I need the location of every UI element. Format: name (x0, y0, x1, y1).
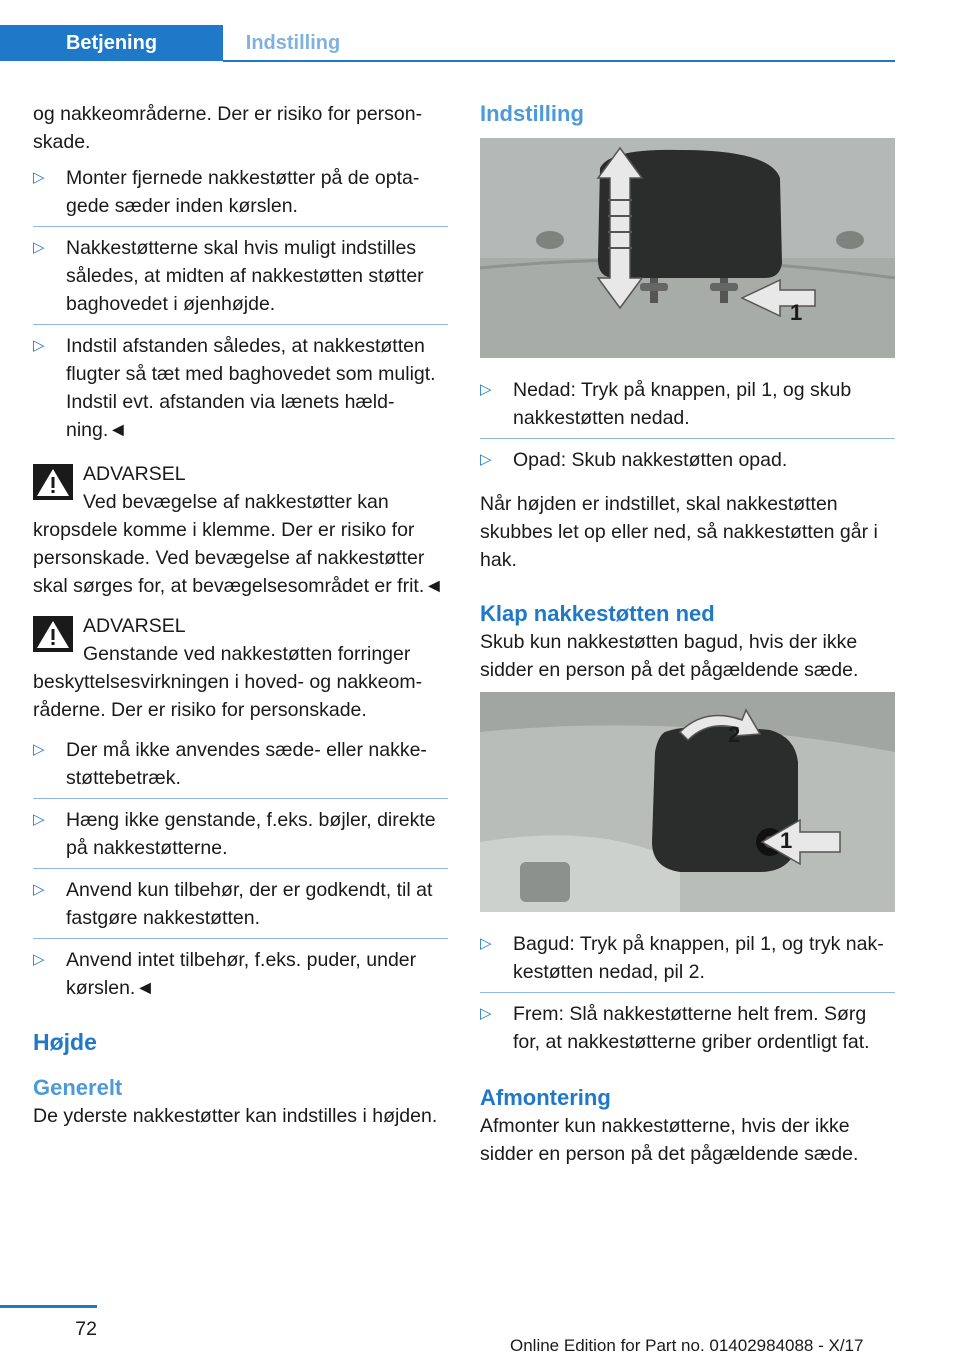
list-item: ▷ Der må ikke anvendes sæde- eller nakkestøttebetræk. (33, 736, 448, 799)
headrest-height-figure (480, 138, 895, 358)
bullet-triangle-icon: ▷ (480, 1005, 492, 1022)
left-column (33, 100, 448, 1138)
edition-text: Online Edition for Part no. 01402984088 - X/17 (510, 1336, 864, 1355)
page-number: 72 (75, 1318, 97, 1340)
right-column (480, 100, 895, 1176)
warning-block-1 (33, 460, 448, 600)
headrest-fold-figure (480, 692, 895, 912)
afmontering-text: Afmonter kun nakkestøtterne, hvis der ikke sidder en person på det pågældende sæde. (480, 1115, 859, 1165)
bullet-triangle-icon: ▷ (480, 381, 492, 398)
warning-text-first: Genstande ved nakkestøtten forringer (83, 643, 411, 665)
bullet-triangle-icon: ▷ (33, 169, 45, 186)
bullet-list-4 (480, 930, 895, 1062)
list-item: ▷ Opad: Skub nakkestøtten opad. (480, 446, 895, 480)
header-divider (223, 60, 895, 62)
list-item: ▷ Nedad: Tryk på knappen, pil 1, og skub nakkestøtten nedad. (480, 376, 895, 439)
page-header (0, 0, 960, 64)
bullet-list-1 (33, 164, 448, 450)
figure-callout-1: 1 (780, 828, 793, 853)
list-item: ▷ Anvend intet tilbehør, f.eks. puder, under kørslen.◄ (33, 946, 448, 1008)
warning-triangle-icon (33, 616, 73, 652)
warning-text: beskyttelsesvirkningen i hoved- og nakkeområderne. Der er risiko for personskade. (33, 671, 423, 721)
list-item: ▷ Anvend kun tilbehør, der er godkendt, til at fastgøre nakkestøtten. (33, 876, 448, 939)
heading-klap: Klap nakkestøtten ned (480, 601, 715, 626)
heading-afmontering: Afmontering (480, 1085, 611, 1110)
figure-callout-1: 1 (790, 300, 803, 325)
bullet-triangle-icon: ▷ (33, 811, 45, 828)
list-item: ▷ Bagud: Tryk på knappen, pil 1, og tryk nakkestøtten nedad, pil 2. (480, 930, 895, 993)
heading-hojde: Højde (33, 1029, 97, 1055)
bullet-triangle-icon: ▷ (33, 337, 45, 354)
klap-text: Skub kun nakkestøtten bagud, hvis der ikke sidder en person på det pågældende sæde. (480, 631, 859, 681)
list-item: ▷ Nakkestøtterne skal hvis muligt indstilles således, at midten af nakkestøtten støtter baghovedet i øjenhøjde. (33, 234, 448, 325)
bullet-triangle-icon: ▷ (33, 239, 45, 256)
subheading-generelt: Generelt (33, 1075, 123, 1100)
warning-block-2 (33, 612, 448, 724)
list-item: ▷ Indstil afstanden således, at nakkestøtten flugter så tæt med baghovedet som muligt. Indstil evt. afstanden via lænets hældning.◄ (33, 332, 448, 450)
heading-indstilling: Indstilling (480, 101, 584, 126)
warning-label: ADVARSEL (83, 615, 186, 637)
tab-betjening[interactable]: Betjening (0, 25, 223, 61)
headrest-fold-illustration (480, 692, 895, 912)
bullet-list-3 (480, 376, 895, 480)
warning-text: kropsdele komme i klemme. Der er risiko for personskade. Ved bevægelse af nakkestøtter skal sørges for, at bevægelsesområdet er frit.◄ (33, 519, 444, 597)
headrest-height-illustration (480, 138, 895, 358)
bullet-list-2 (33, 736, 448, 1008)
figure-callout-2: 2 (728, 722, 741, 747)
list-item: ▷ Frem: Slå nakkestøtterne helt frem. Sørg for, at nakkestøtterne griber ordentligt fat. (480, 1000, 895, 1062)
bullet-triangle-icon: ▷ (33, 951, 45, 968)
tab-indstilling[interactable]: Indstilling (245, 31, 341, 54)
intro-text: og nakkeområderne. Der er risiko for personskade. (33, 103, 423, 153)
bullet-triangle-icon: ▷ (480, 935, 492, 952)
generelt-text: De yderste nakkestøtter kan indstilles i højden. (33, 1105, 438, 1127)
bullet-triangle-icon: ▷ (33, 881, 45, 898)
list-item: ▷ Monter fjernede nakkestøtter på de optagede sæder inden kørslen. (33, 164, 448, 227)
bullet-triangle-icon: ▷ (480, 451, 492, 468)
warning-triangle-icon (33, 464, 73, 500)
bullet-triangle-icon: ▷ (33, 741, 45, 758)
warning-text-first: Ved bevægelse af nakkestøtter kan (83, 491, 389, 513)
height-adjust-text: Når højden er indstillet, skal nakkestøtten skubbes let op eller ned, så nakkestøtten går i hak. (480, 493, 878, 571)
warning-label: ADVARSEL (83, 463, 186, 485)
footer-divider (0, 1305, 97, 1308)
list-item: ▷ Hæng ikke genstande, f.eks. bøjler, direkte på nakkestøtterne. (33, 806, 448, 869)
